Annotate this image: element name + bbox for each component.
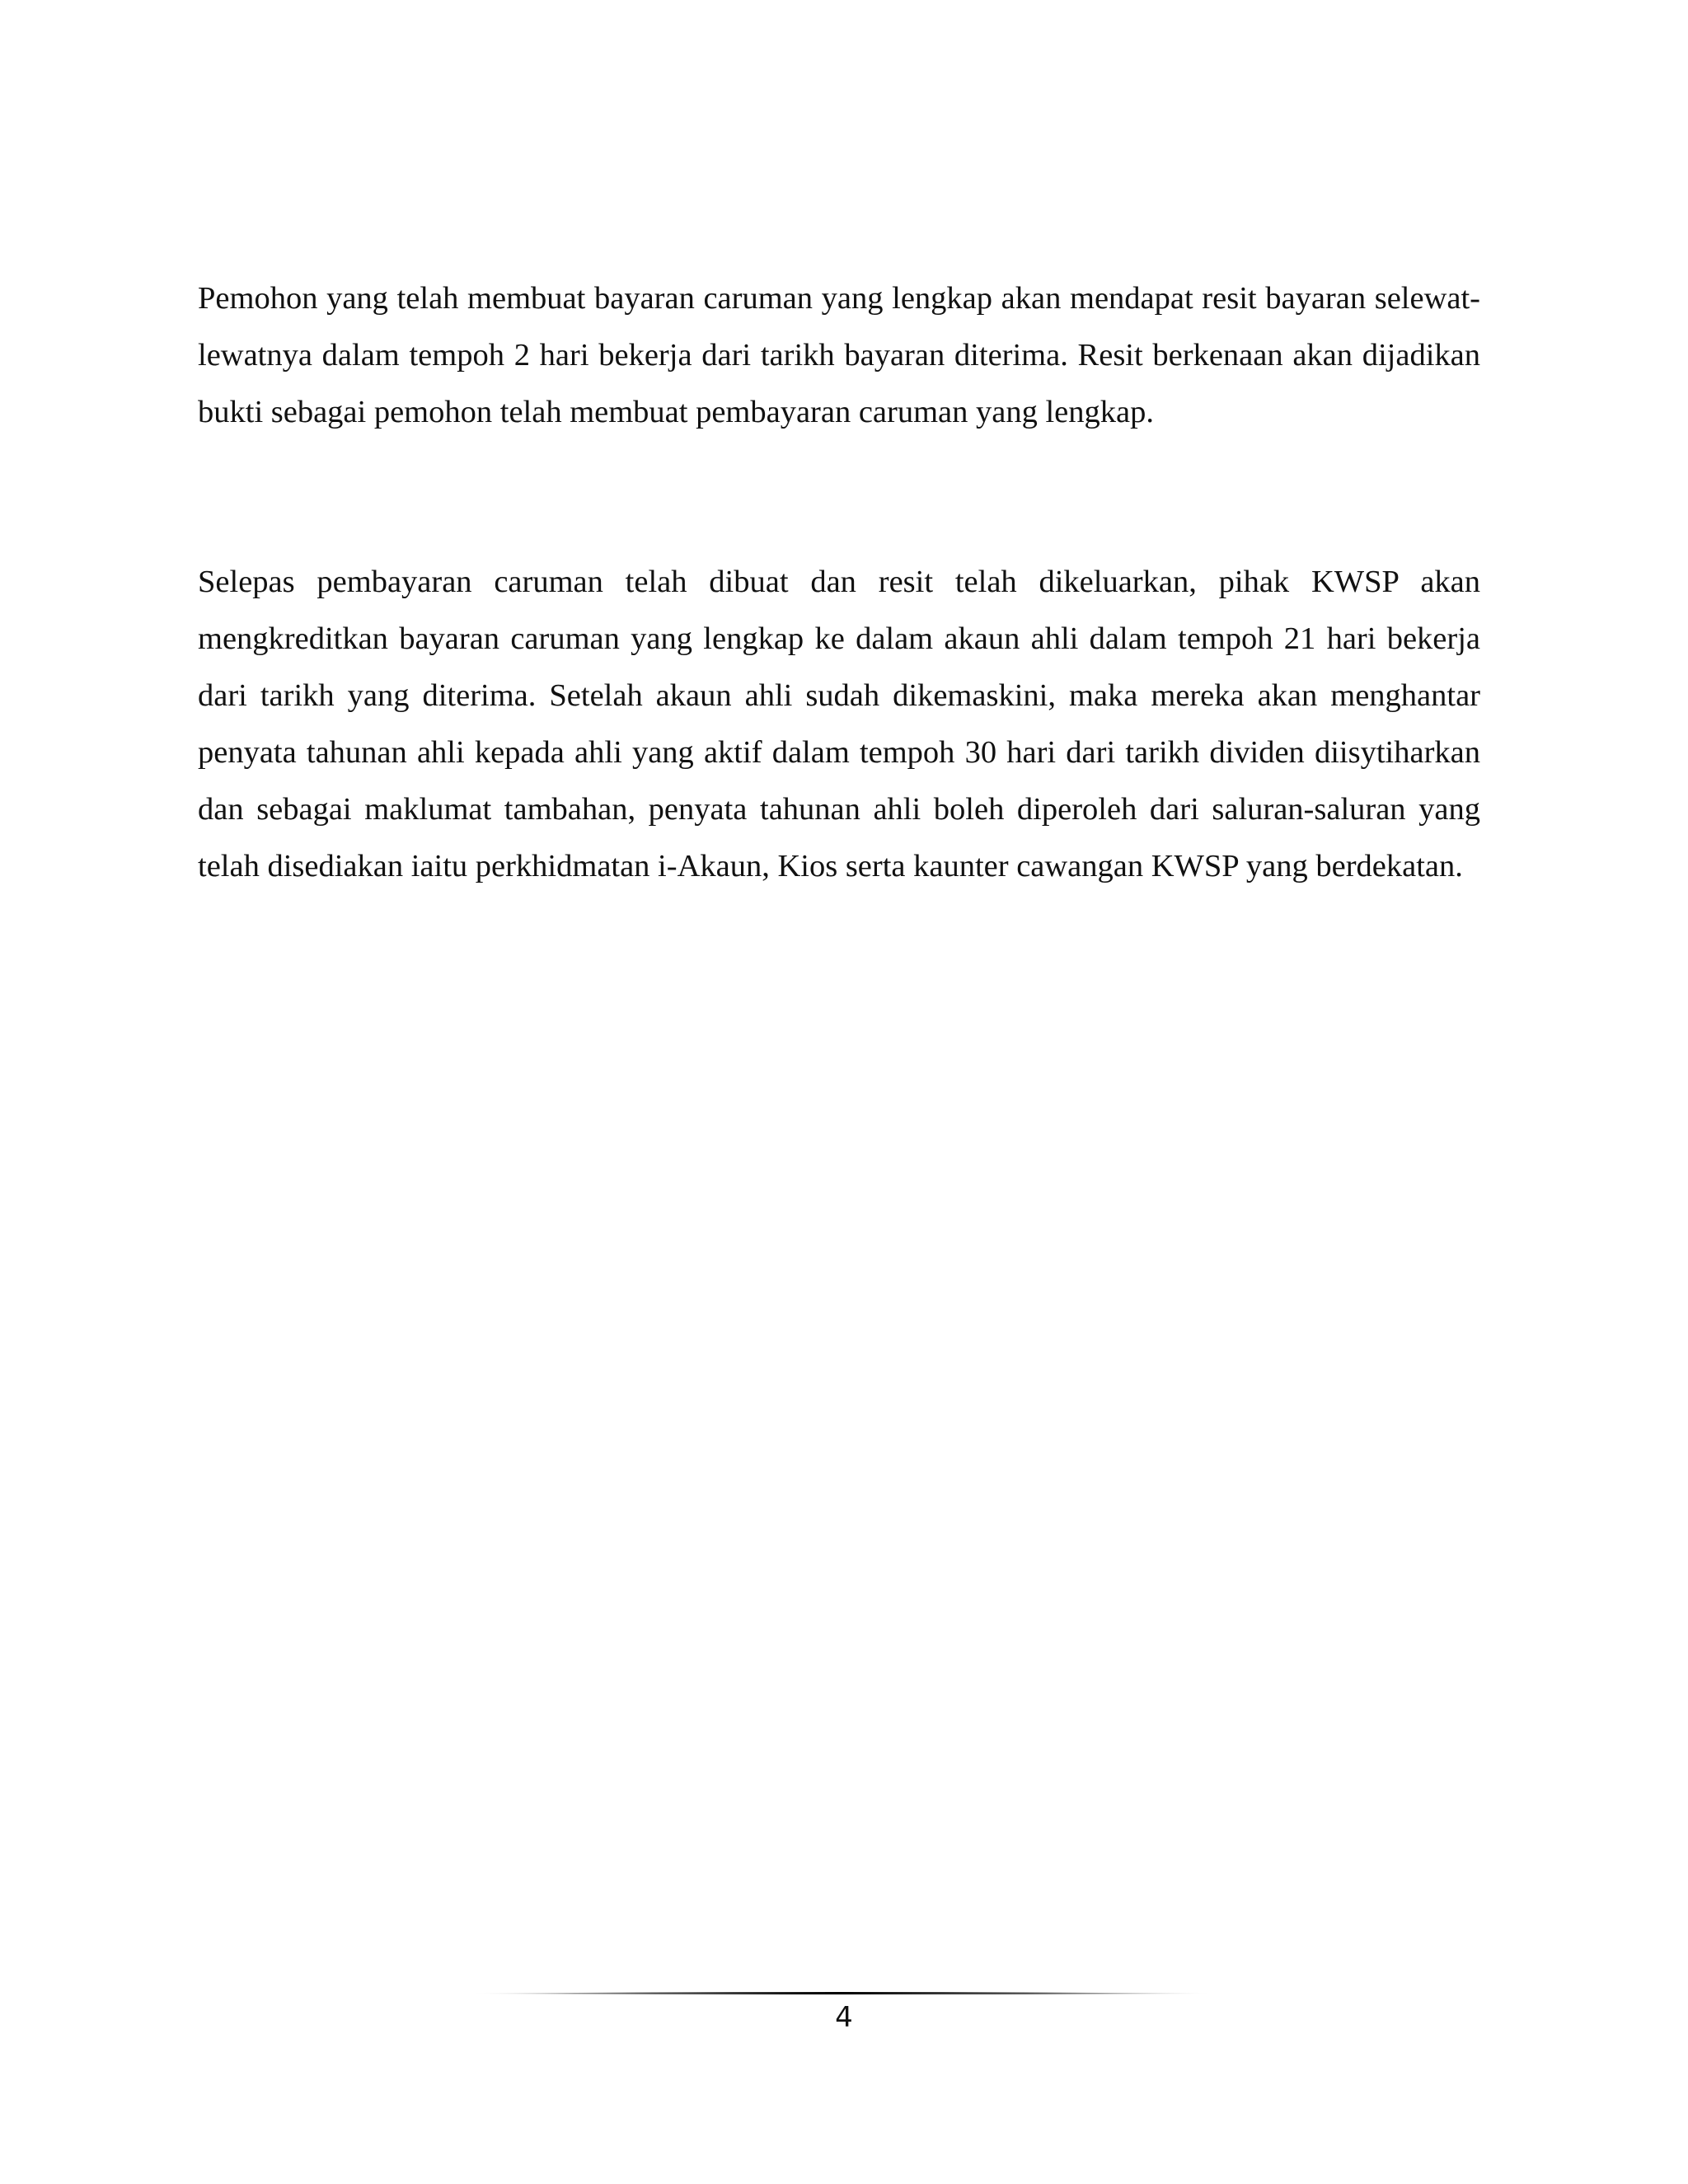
page-number: 4 xyxy=(835,2001,853,2034)
paragraph-receipt: Pemohon yang telah membuat bayaran caruman yang lengkap akan mendapat resit bayaran selewat-lewatnya dalam tempoh 2 hari bekerja dari tarikh bayaran diterima. Resit berkenaan akan dijadikan bukti sebagai pemohon telah membuat pembayaran caruman yang lengkap. xyxy=(198,281,1480,429)
footer-rule xyxy=(470,1991,1212,1996)
paragraph-crediting: Selepas pembayaran caruman telah dibuat dan resit telah dikeluarkan, pihak KWSP akan mengkreditkan bayaran caruman yang lengkap ke dalam akaun ahli dalam tempoh 21 hari bekerja dari tarikh yang diterima. Setelah akaun ahli sudah dikemaskini, maka mereka akan menghantar penyata tahunan ahli kepada ahli yang aktif dalam tempoh 30 hari dari tarikh dividen diisytiharkan dan sebagai maklumat tambahan, penyata tahunan ahli boleh diperoleh dari saluran-saluran yang telah disediakan iaitu perkhidmatan i-Akaun, Kios serta kaunter cawangan KWSP yang berdekatan. xyxy=(198,565,1480,883)
